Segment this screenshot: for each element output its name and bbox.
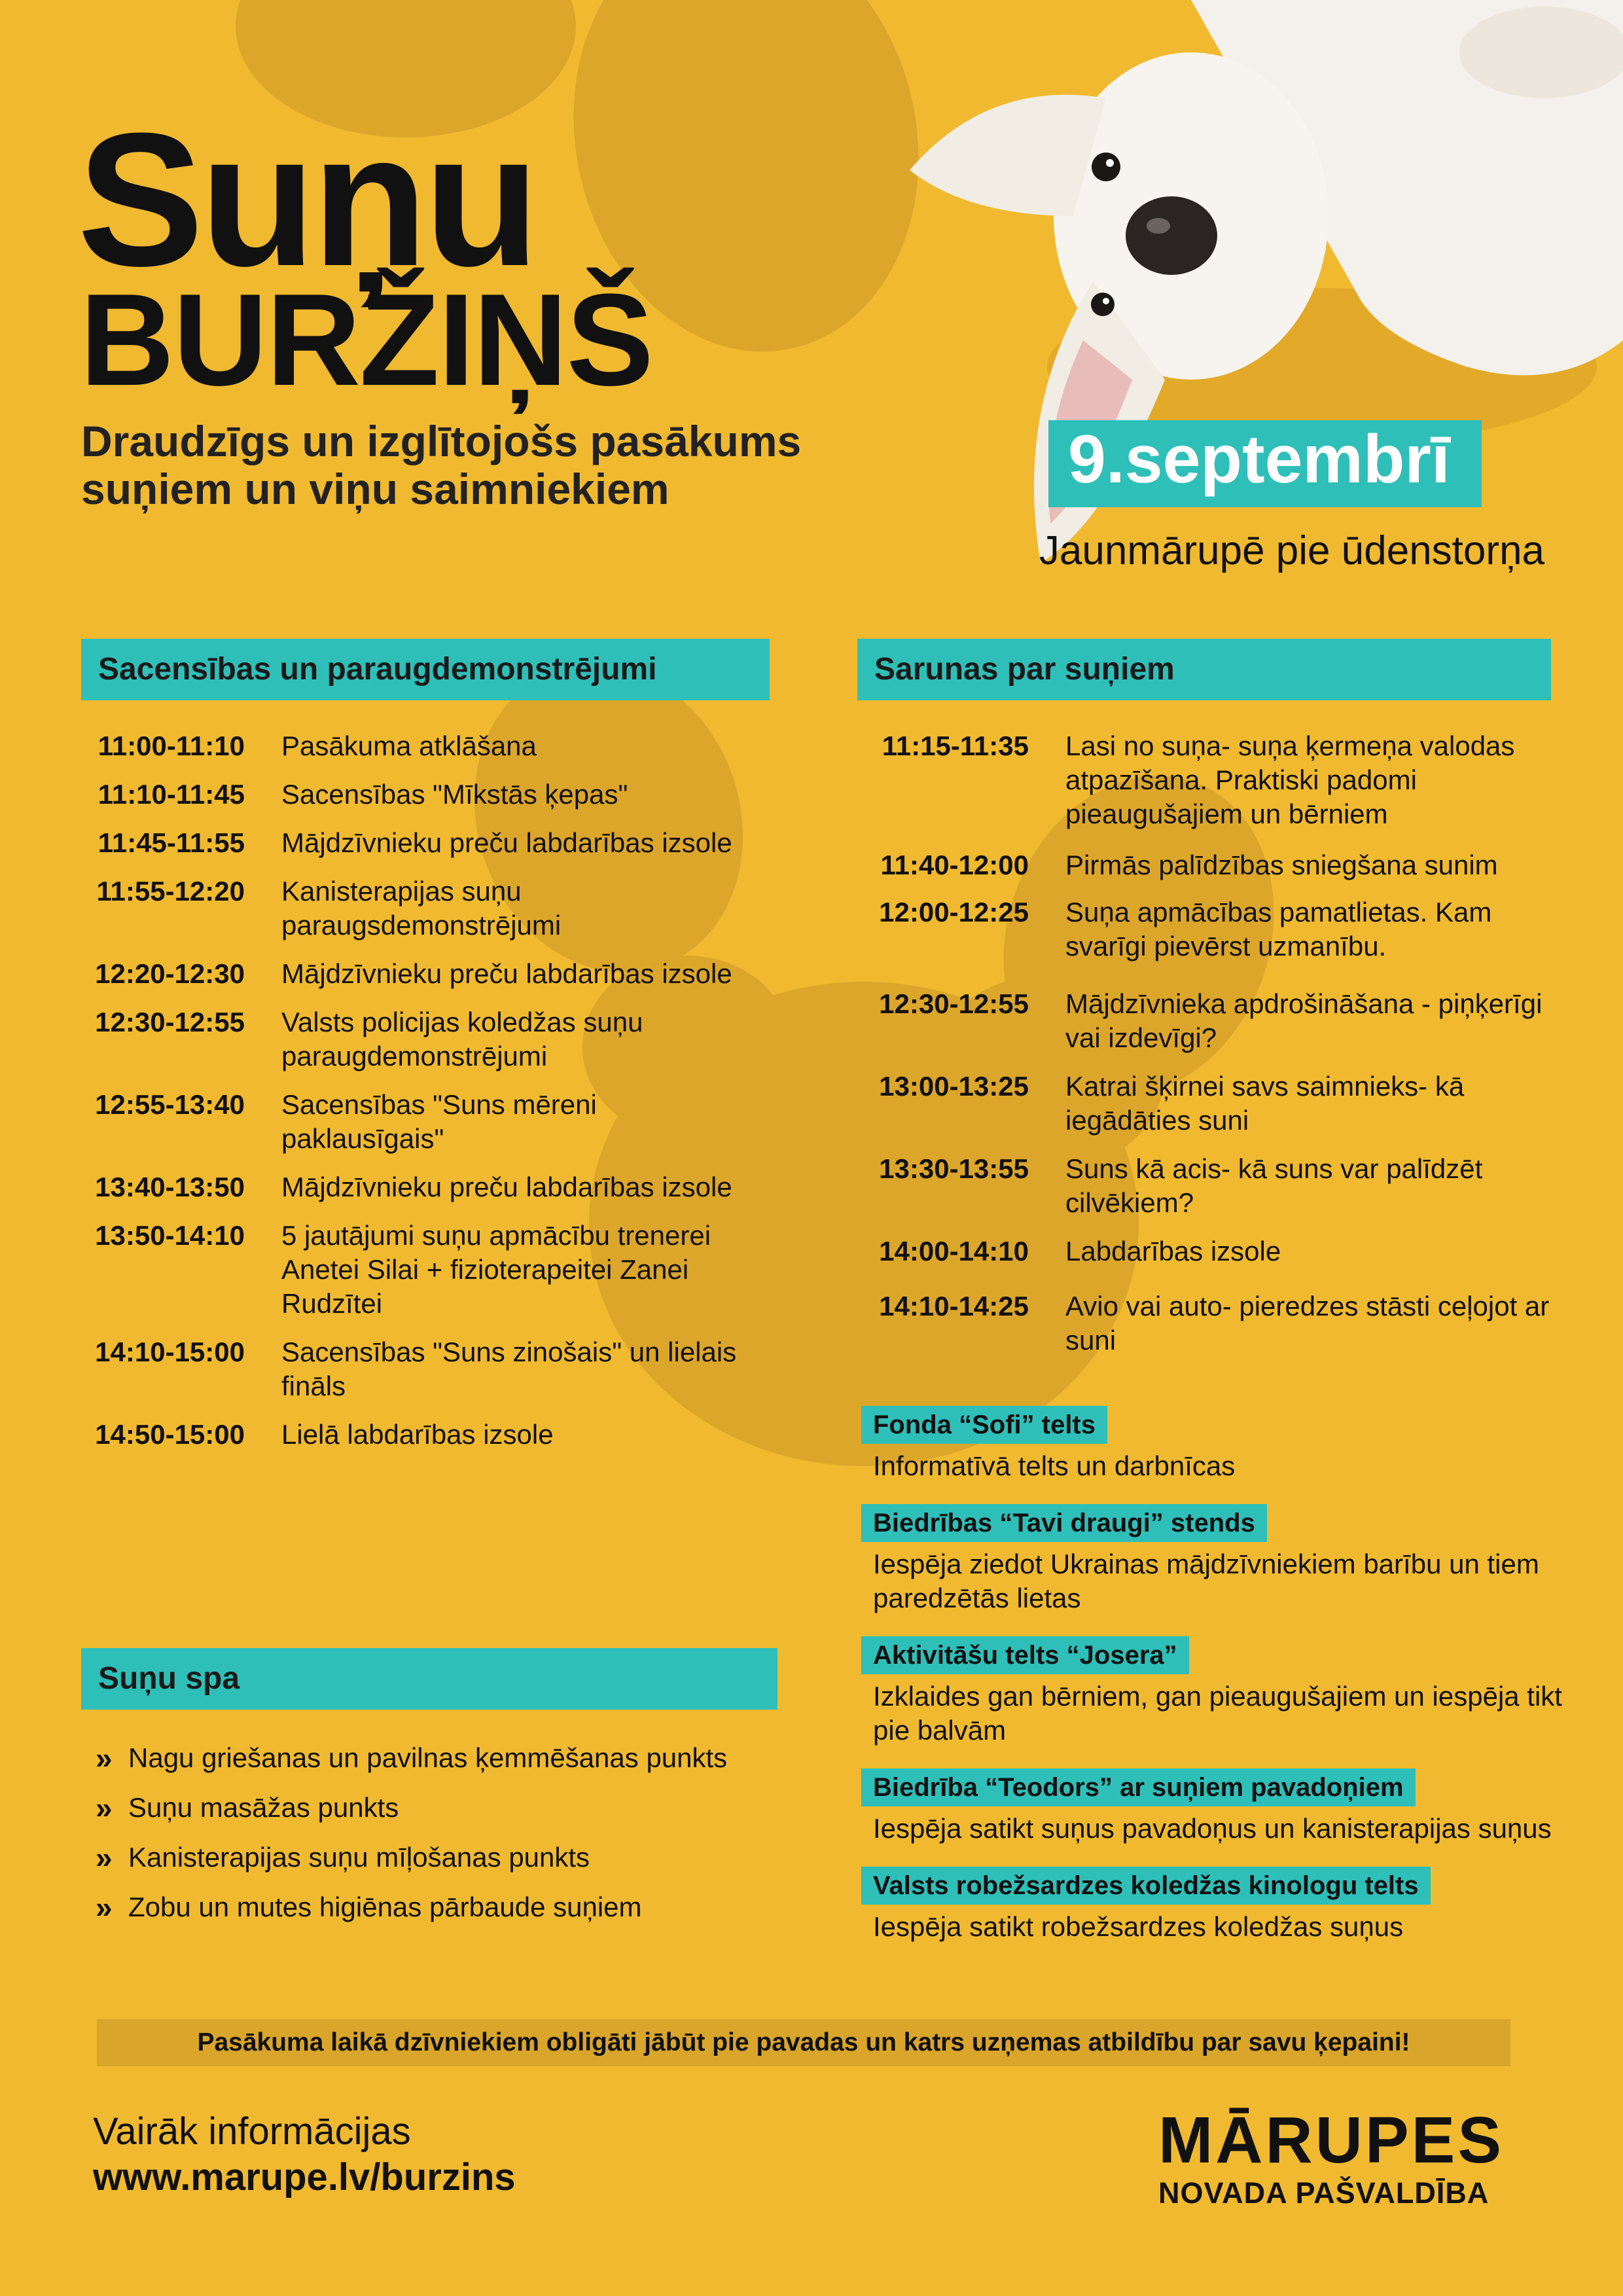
schedule-time: 11:15-11:35 <box>882 730 1029 761</box>
tent-title: Aktivitāšu telts “Josera” <box>861 1636 1189 1674</box>
schedule-activity: Suņa apmācības pamatlietas. Kam svarīgi pievērst uzmanību. <box>1065 897 1492 961</box>
tent-title: Biedrība “Teodors” ar suņiem pavadoņiem <box>861 1768 1416 1806</box>
schedule-row <box>81 778 770 812</box>
tent-item <box>861 1867 1575 1944</box>
schedule-activity: Sacensības "Mīkstās ķepas" <box>281 779 628 810</box>
event-location: Jaunmārupē pie ūdenstorņa <box>1039 528 1544 573</box>
schedule-activity: Mājdzīvnieku preču labdarības izsole <box>281 958 732 989</box>
tent-title: Fonda “Sofi” telts <box>861 1406 1107 1444</box>
spa-list-item <box>81 1791 777 1825</box>
tent-item <box>861 1504 1575 1615</box>
schedule-time: 13:00-13:25 <box>879 1071 1029 1102</box>
spa-list-item <box>81 1890 777 1924</box>
schedule-activity: Pasākuma atklāšana <box>281 730 537 761</box>
schedule-time: 13:40-13:50 <box>95 1172 245 1202</box>
schedule-time: 13:30-13:55 <box>879 1153 1029 1184</box>
schedule-activity: Kanisterapijas suņu paraugsdemonstrējumi <box>281 876 562 941</box>
schedule-row <box>81 1005 770 1073</box>
schedule-time: 14:50-15:00 <box>95 1419 245 1450</box>
schedule-activity: Valsts policijas koledžas suņu paraugdemonstrējumi <box>281 1007 643 1071</box>
spa-list-item <box>81 1840 777 1874</box>
spa-item-text: Zobu un mutes higiēnas pārbaude suņiem <box>128 1892 642 1922</box>
schedule-activity: Suns kā acis- kā suns var palīdzēt cilvēkiem? <box>1065 1153 1483 1218</box>
schedule-activity: Sacensības "Suns zinošais" un lielais fināls <box>281 1336 737 1401</box>
talks-section <box>857 639 1551 1357</box>
schedule-time: 13:50-14:10 <box>95 1220 245 1251</box>
schedule-activity: Lasi no suņa- suņa ķermeņa valodas atpazīšana. Praktiski padomi pieaugušajiem un bērniem <box>1065 730 1515 829</box>
schedule-row <box>857 729 1551 831</box>
competitions-section <box>81 639 770 1452</box>
schedule-time: 12:55-13:40 <box>95 1089 245 1120</box>
schedule-time: 11:00-11:10 <box>98 730 245 761</box>
schedule-activity: 5 jautājumi suņu apmācību trenerei Anetei Silai + fizioterapeitei Zanei Rudzītei <box>281 1220 711 1319</box>
chevron-bullet-icon: » <box>96 1741 113 1775</box>
tent-description: Iespēja satikt suņus pavadoņus un kanisterapijas suņus <box>873 1813 1552 1844</box>
event-title-line1: Suņu <box>77 94 536 306</box>
competitions-schedule <box>81 729 770 1452</box>
tents-section <box>861 1406 1575 1965</box>
schedule-activity: Mājdzīvnieku preču labdarības izsole <box>281 1172 732 1202</box>
more-info-label: Vairāk informācijas <box>93 2110 411 2153</box>
schedule-activity: Sacensības "Suns mēreni paklausīgais" <box>281 1089 597 1154</box>
schedule-time: 11:40-12:00 <box>880 850 1029 880</box>
schedule-row <box>857 895 1551 963</box>
schedule-row <box>81 826 770 860</box>
talks-header: Sarunas par suņiem <box>857 639 1551 700</box>
schedule-row <box>81 1418 770 1452</box>
tent-description: Informatīvā telts un darbnīcas <box>873 1450 1236 1481</box>
schedule-activity: Avio vai auto- pieredzes stāsti ceļojot ar suni <box>1065 1291 1550 1355</box>
tent-item <box>861 1636 1575 1748</box>
tent-description: Iespēja satikt robežsardzes koledžas suņus <box>873 1911 1404 1942</box>
spa-list <box>81 1741 777 1924</box>
event-subtitle <box>81 418 906 512</box>
tent-item <box>861 1768 1575 1846</box>
schedule-time: 14:10-14:25 <box>879 1291 1029 1321</box>
schedule-activity: Mājdzīvnieka apdrošināšana - piņķerīgi vai izdevīgi? <box>1065 988 1543 1053</box>
schedule-row <box>81 729 770 763</box>
leash-notice: Pasākuma laikā dzīvniekiem obligāti jābūt pie pavadas un katrs uzņemas atbildību par savu ķepaini! <box>97 2019 1510 2066</box>
schedule-activity: Lielā labdarības izsole <box>281 1419 554 1450</box>
schedule-row <box>81 1088 770 1156</box>
schedule-time: 11:10-11:45 <box>98 779 245 810</box>
subtitle-line2: suņiem un viņu saimniekiem <box>81 464 669 513</box>
schedule-row <box>857 1152 1551 1220</box>
schedule-activity: Labdarības izsole <box>1065 1236 1281 1266</box>
spa-item-text: Kanisterapijas suņu mīļošanas punkts <box>128 1842 590 1873</box>
schedule-activity: Katrai šķirnei savs saimnieks- kā iegādāties suni <box>1065 1071 1465 1136</box>
schedule-row <box>857 987 1551 1055</box>
schedule-time: 14:00-14:10 <box>879 1236 1029 1266</box>
schedule-time: 11:55-12:20 <box>96 876 245 906</box>
schedule-row <box>81 874 770 942</box>
logo-line1: MĀRUPES <box>1158 2104 1505 2177</box>
spa-item-text: Nagu griešanas un pavilnas ķemmēšanas punkts <box>128 1742 728 1773</box>
schedule-row <box>81 1335 770 1403</box>
schedule-row <box>857 1234 1551 1268</box>
schedule-row <box>857 1069 1551 1138</box>
spa-header: Suņu spa <box>81 1648 777 1710</box>
schedule-row <box>81 1170 770 1204</box>
schedule-time: 12:30-12:55 <box>95 1007 245 1037</box>
schedule-row <box>857 848 1551 882</box>
tent-description: Izklaides gan bērniem, gan pieaugušajiem un iespēja tikt pie balvām <box>873 1681 1562 1746</box>
schedule-time: 12:30-12:55 <box>879 988 1029 1019</box>
spa-item-text: Suņu masāžas punkts <box>128 1792 399 1823</box>
subtitle-line1: Draudzīgs un izglītojošs pasākums <box>81 417 802 465</box>
schedule-time: 12:00-12:25 <box>879 897 1029 927</box>
tent-title: Valsts robežsardzes koledžas kinologu telts <box>861 1867 1431 1905</box>
event-title-line2: BURŽIŅŠ <box>80 267 652 413</box>
tent-item <box>861 1406 1575 1483</box>
chevron-bullet-icon: » <box>96 1840 113 1874</box>
schedule-row <box>857 1289 1551 1357</box>
spa-section <box>81 1648 777 1940</box>
chevron-bullet-icon: » <box>96 1791 113 1825</box>
chevron-bullet-icon: » <box>96 1890 113 1924</box>
event-date-badge: 9.septembrī <box>1048 420 1482 507</box>
schedule-activity: Pirmās palīdzības sniegšana sunim <box>1065 850 1498 880</box>
logo-line2: NOVADA PAŠVALDĪBA <box>1158 2176 1489 2210</box>
competitions-header: Sacensības un paraugdemonstrējumi <box>81 639 770 700</box>
schedule-time: 11:45-11:55 <box>98 827 245 858</box>
talks-schedule <box>857 729 1551 1357</box>
spa-list-item <box>81 1741 777 1775</box>
schedule-time: 14:10-15:00 <box>95 1336 245 1367</box>
schedule-time: 12:20-12:30 <box>95 958 245 989</box>
municipality-logo <box>1158 2104 1505 2211</box>
schedule-activity: Mājdzīvnieku preču labdarības izsole <box>281 827 732 858</box>
tent-description: Iespēja ziedot Ukrainas mājdzīvniekiem barību un tiem paredzētās lietas <box>873 1549 1539 1613</box>
schedule-row <box>81 957 770 991</box>
schedule-row <box>81 1219 770 1321</box>
more-info <box>93 2109 516 2200</box>
tent-title: Biedrības “Tavi draugi” stends <box>861 1504 1267 1542</box>
website-link[interactable]: www.marupe.lv/burzins <box>93 2156 516 2198</box>
